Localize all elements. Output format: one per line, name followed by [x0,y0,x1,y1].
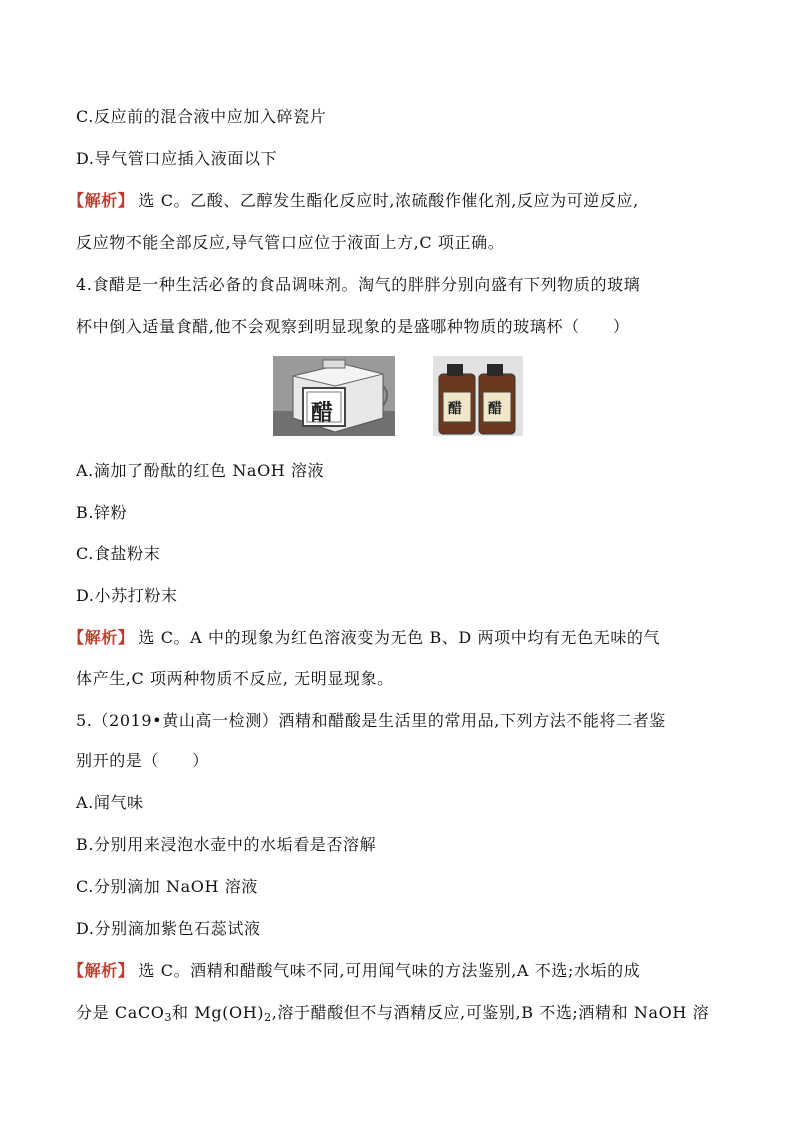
analysis-tag: 【解析】 [68,961,135,980]
vinegar-bottles-photo [433,356,523,436]
question-4-line2: 杯中倒入适量食醋,他不会观察到明显现象的是盛哪种物质的玻璃杯（ ） [76,317,630,336]
option-a-q4: A.滴加了酚酞的红色 NaOH 溶液 [76,461,325,480]
analysis-text: 选 C。酒精和醋酸气味不同,可用闻气味的方法鉴别,A 不选;水垢的成 [138,961,641,980]
option-c-q4: C.食盐粉末 [76,544,161,563]
analysis-q5-line1 [68,960,641,982]
option-c-q5: C.分别滴加 NaOH 溶液 [76,877,258,896]
vinegar-pot-photo [273,356,395,436]
analysis-tag: 【解析】 [68,191,135,210]
option-b-q4: B.锌粉 [76,503,128,522]
question-4-line1: 4.食醋是一种生活必备的食品调味剂。淘气的胖胖分别向盛有下列物质的玻璃 [76,275,641,294]
bottle-label-left: 醋 [448,401,462,417]
question-5-line1: 5.（2019•黄山高一检测）酒精和醋酸是生活里的常用品,下列方法不能将二者鉴 [76,711,666,730]
question-5-line2: 别开的是（ ） [76,751,209,770]
text-segment: 和 Mg(OH) [172,1003,265,1022]
bottle-label-right: 醋 [488,401,502,417]
analysis-q4-line2: 体产生,C 项两种物质不反应, 无明显现象。 [76,669,394,688]
option-b-q5: B.分别用来浸泡水壶中的水垢看是否溶解 [76,835,377,854]
analysis-q3-line1 [68,190,639,212]
analysis-text: 选 C。A 中的现象为红色溶液变为无色 B、D 两项中均有无色无味的气 [138,628,661,647]
text-segment: 分是 CaCO [76,1003,165,1022]
analysis-tag: 【解析】 [68,628,135,647]
analysis-text: 选 C。乙酸、乙醇发生酯化反应时,浓硫酸作催化剂,反应为可逆反应, [138,191,639,210]
analysis-q5-line2 [76,1002,709,1024]
option-d-q5: D.分别滴加紫色石蕊试液 [76,919,261,938]
subscript: 3 [164,1011,173,1024]
analysis-q4-line1 [68,627,661,649]
option-a-q5: A.闻气味 [76,793,144,812]
text-segment: ,溶于醋酸但不与酒精反应,可鉴别,B 不选;酒精和 NaOH 溶 [271,1003,710,1022]
option-d-q4: D.小苏打粉末 [76,586,178,605]
option-c-q3: C.反应前的混合液中应加入碎瓷片 [76,107,327,126]
analysis-q3-line2: 反应物不能全部反应,导气管口应位于液面上方,C 项正确。 [76,233,505,252]
option-d-q3: D.导气管口应插入液面以下 [76,149,278,168]
subscript: 2 [264,1011,272,1024]
vinegar-character: 醋 [311,400,334,426]
